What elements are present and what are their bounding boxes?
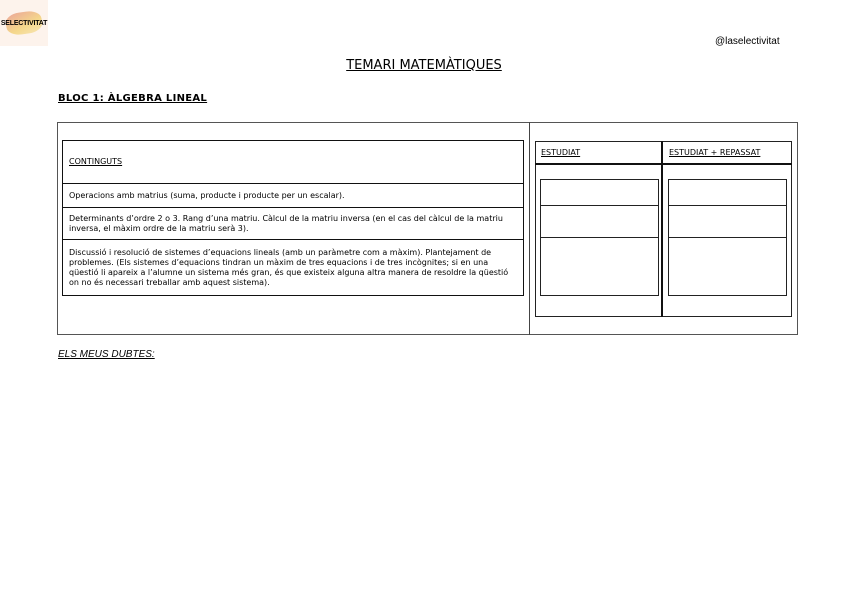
row-text: Discussió i resolució de sistemes d’equacions lineals (amb un paràmetre com a màxim). Plantejament de problemes. (Els sistemes d’equacions tindran un màxim de tres equacions i de tres incògnites; si en una qüestió li apareix a l’alumne un sistema més gran, és que existeix alguna altra manera de resoldre la qüestió on no és necessari treballar amb aquest sistema). — [69, 247, 509, 287]
logo-text: SELECTIVITAT — [0, 19, 48, 27]
section-heading: BLOC 1: ÀLGEBRA LINEAL — [58, 93, 208, 104]
row-text: Determinants d’ordre 2 o 3. Rang d’una matriu. Càlcul de la matriu inversa (en el cas del càlcul de la matriu inversa, el màxim ordre de la matriu serà 3). — [69, 213, 503, 233]
logo — [0, 0, 48, 46]
column-divider — [661, 141, 663, 317]
table-row — [62, 239, 524, 296]
checkbox-reviewed-1[interactable] — [668, 179, 787, 206]
checkbox-studied-2[interactable] — [540, 205, 659, 238]
contents-header — [62, 140, 524, 184]
col-reviewed-header: ESTUDIAT + REPASSAT — [669, 148, 761, 157]
table-row — [62, 183, 524, 208]
checkbox-reviewed-2[interactable] — [668, 205, 787, 238]
table-divider — [529, 122, 530, 335]
table-row — [62, 207, 524, 240]
checkbox-studied-1[interactable] — [540, 179, 659, 206]
social-handle: @laselectivitat — [715, 36, 780, 47]
row-text: Operacions amb matrius (suma, producte i producte per un escalar). — [69, 190, 345, 200]
contents-header-label: CONTINGUTS — [69, 157, 123, 166]
page-title: TEMARI MATEMÀTIQUES — [346, 58, 502, 73]
header-divider — [535, 163, 792, 165]
doubts-heading: ELS MEUS DUBTES: — [58, 349, 155, 360]
col-studied-header: ESTUDIAT — [541, 148, 581, 157]
checkbox-studied-3[interactable] — [540, 237, 659, 296]
checkbox-reviewed-3[interactable] — [668, 237, 787, 296]
